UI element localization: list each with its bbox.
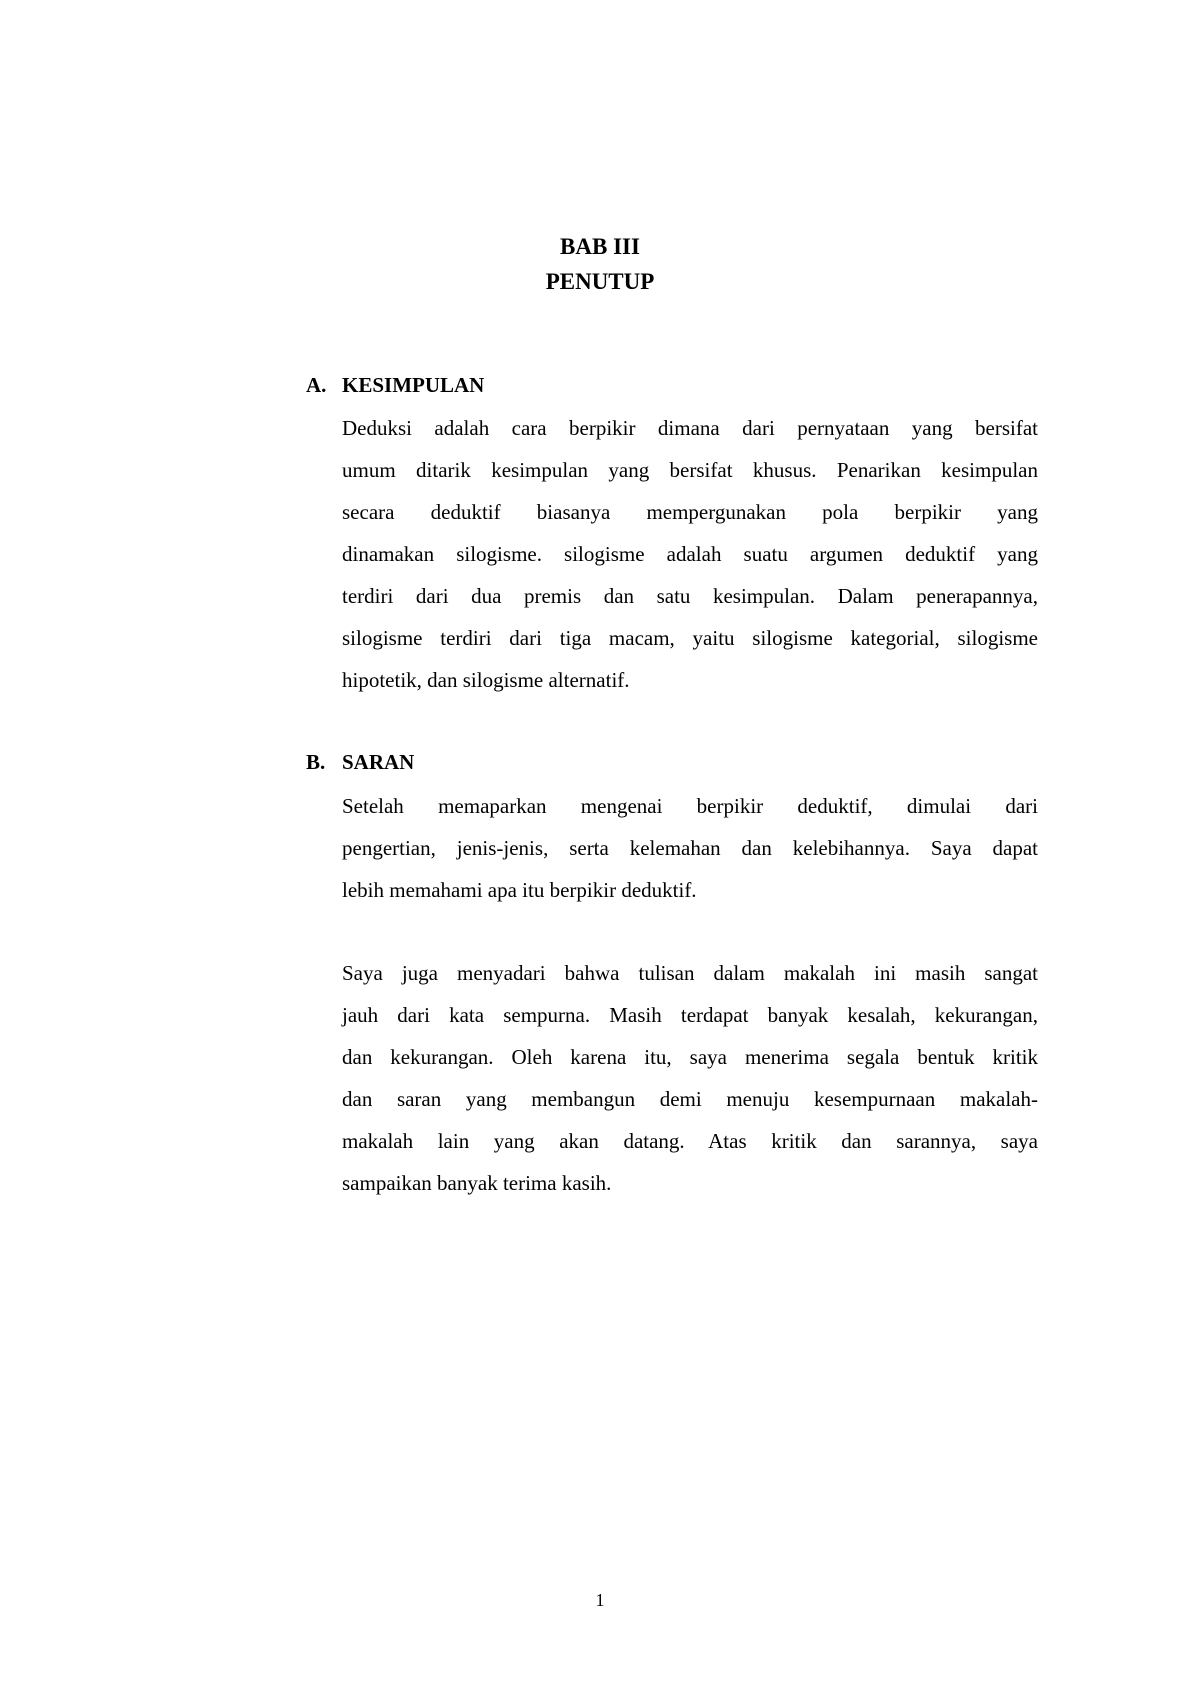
chapter-number: BAB III [560, 234, 640, 259]
paragraph-line: dan kekurangan. Oleh karena itu, saya menerima segala bentuk kritik [342, 1045, 1038, 1069]
paragraph-line: lebih memahami apa itu berpikir deduktif. [342, 878, 697, 902]
paragraph-line: silogisme terdiri dari tiga macam, yaitu silogisme kategorial, silogisme [342, 626, 1038, 650]
page-number: 1 [595, 1590, 605, 1610]
paragraph-line: terdiri dari dua premis dan satu kesimpulan. Dalam penerapannya, [342, 584, 1038, 608]
section-letter: A. [306, 373, 327, 397]
section-title: SARAN [342, 750, 415, 774]
paragraph-saran-1 [342, 791, 1038, 917]
paragraph-kesimpulan [342, 413, 1038, 707]
section-title: KESIMPULAN [342, 373, 485, 397]
paragraph-line: Setelah memaparkan mengenai berpikir deduktif, dimulai dari [342, 794, 1038, 818]
paragraph-line: pengertian, jenis-jenis, serta kelemahan dan kelebihannya. Saya dapat [342, 836, 1038, 860]
paragraph-line: dinamakan silogisme. silogisme adalah suatu argumen deduktif yang [342, 542, 1038, 566]
section-heading-kesimpulan [306, 371, 484, 399]
paragraph-line: makalah lain yang akan datang. Atas kritik dan sarannya, saya [342, 1129, 1038, 1153]
paragraph-line: Deduksi adalah cara berpikir dimana dari pernyataan yang bersifat [342, 416, 1038, 440]
paragraph-line: hipotetik, dan silogisme alternatif. [342, 668, 630, 692]
paragraph-line: umum ditarik kesimpulan yang bersifat khusus. Penarikan kesimpulan [342, 458, 1038, 482]
paragraph-line: jauh dari kata sempurna. Masih terdapat banyak kesalah, kekurangan, [342, 1003, 1038, 1027]
paragraph-saran-2 [342, 958, 1038, 1210]
section-letter: B. [306, 750, 326, 774]
paragraph-line: secara deduktif biasanya mempergunakan pola berpikir yang [342, 500, 1038, 524]
paragraph-line: dan saran yang membangun demi menuju kesempurnaan makalah- [342, 1087, 1038, 1111]
section-heading-saran [306, 748, 414, 776]
chapter-title: PENUTUP [545, 269, 655, 294]
paragraph-line: sampaikan banyak terima kasih. [342, 1171, 612, 1195]
paragraph-line: Saya juga menyadari bahwa tulisan dalam makalah ini masih sangat [342, 961, 1038, 985]
